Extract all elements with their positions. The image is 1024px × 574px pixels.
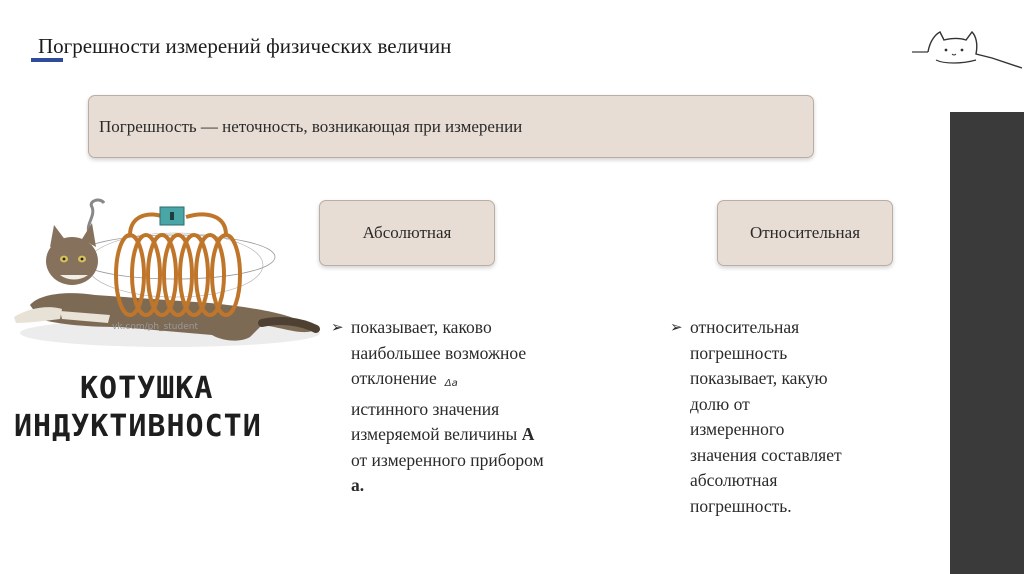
true-value-symbol: А (521, 424, 535, 444)
caption-line-1: КОТУШКА (80, 371, 214, 406)
absolute-line: отклонение Δa (351, 368, 458, 389)
relative-description (670, 315, 920, 519)
delta-symbol: Δa (444, 378, 458, 389)
illustration-caption (14, 370, 262, 446)
illustration-watermark: vk.com/ph_student (112, 322, 198, 332)
absolute-line: наибольшее возможное (351, 342, 527, 363)
definition-box (88, 95, 814, 158)
absolute-type-box (319, 200, 495, 266)
relative-line: погрешность (690, 342, 788, 363)
relative-line: измеренного (690, 419, 785, 439)
absolute-line: истинного значения (351, 398, 500, 419)
absolute-description (331, 315, 621, 499)
relative-line: абсолютная (690, 470, 778, 490)
relative-line: погрешность. (690, 495, 792, 516)
definition-text: Погрешность — неточность, возникающая при измерении (99, 116, 523, 136)
relative-line: относительная (690, 317, 800, 337)
title-underline (31, 58, 63, 62)
relative-type-box (717, 200, 893, 266)
measured-value-symbol: а. (351, 475, 365, 495)
absolute-line: измеряемой величины А (351, 424, 535, 444)
arrow-bullet-icon: ➢ (331, 318, 344, 336)
side-decoration-bar (950, 112, 1024, 574)
absolute-line: от измеренного прибором (351, 449, 544, 470)
absolute-type-label: Абсолютная (362, 223, 452, 242)
slide-title: Погрешности измерений физических величин (38, 34, 452, 58)
caption-line-2: ИНДУКТИВНОСТИ (14, 409, 262, 444)
relative-line: значения составляет (690, 444, 842, 465)
relative-line: долю от (690, 393, 750, 414)
relative-line: показывает, какую (690, 368, 828, 388)
relative-type-label: Относительная (749, 222, 861, 242)
cat-doodle-icon (910, 30, 1022, 76)
absolute-line: показывает, каково (351, 317, 492, 337)
arrow-bullet-icon: ➢ (670, 318, 683, 336)
